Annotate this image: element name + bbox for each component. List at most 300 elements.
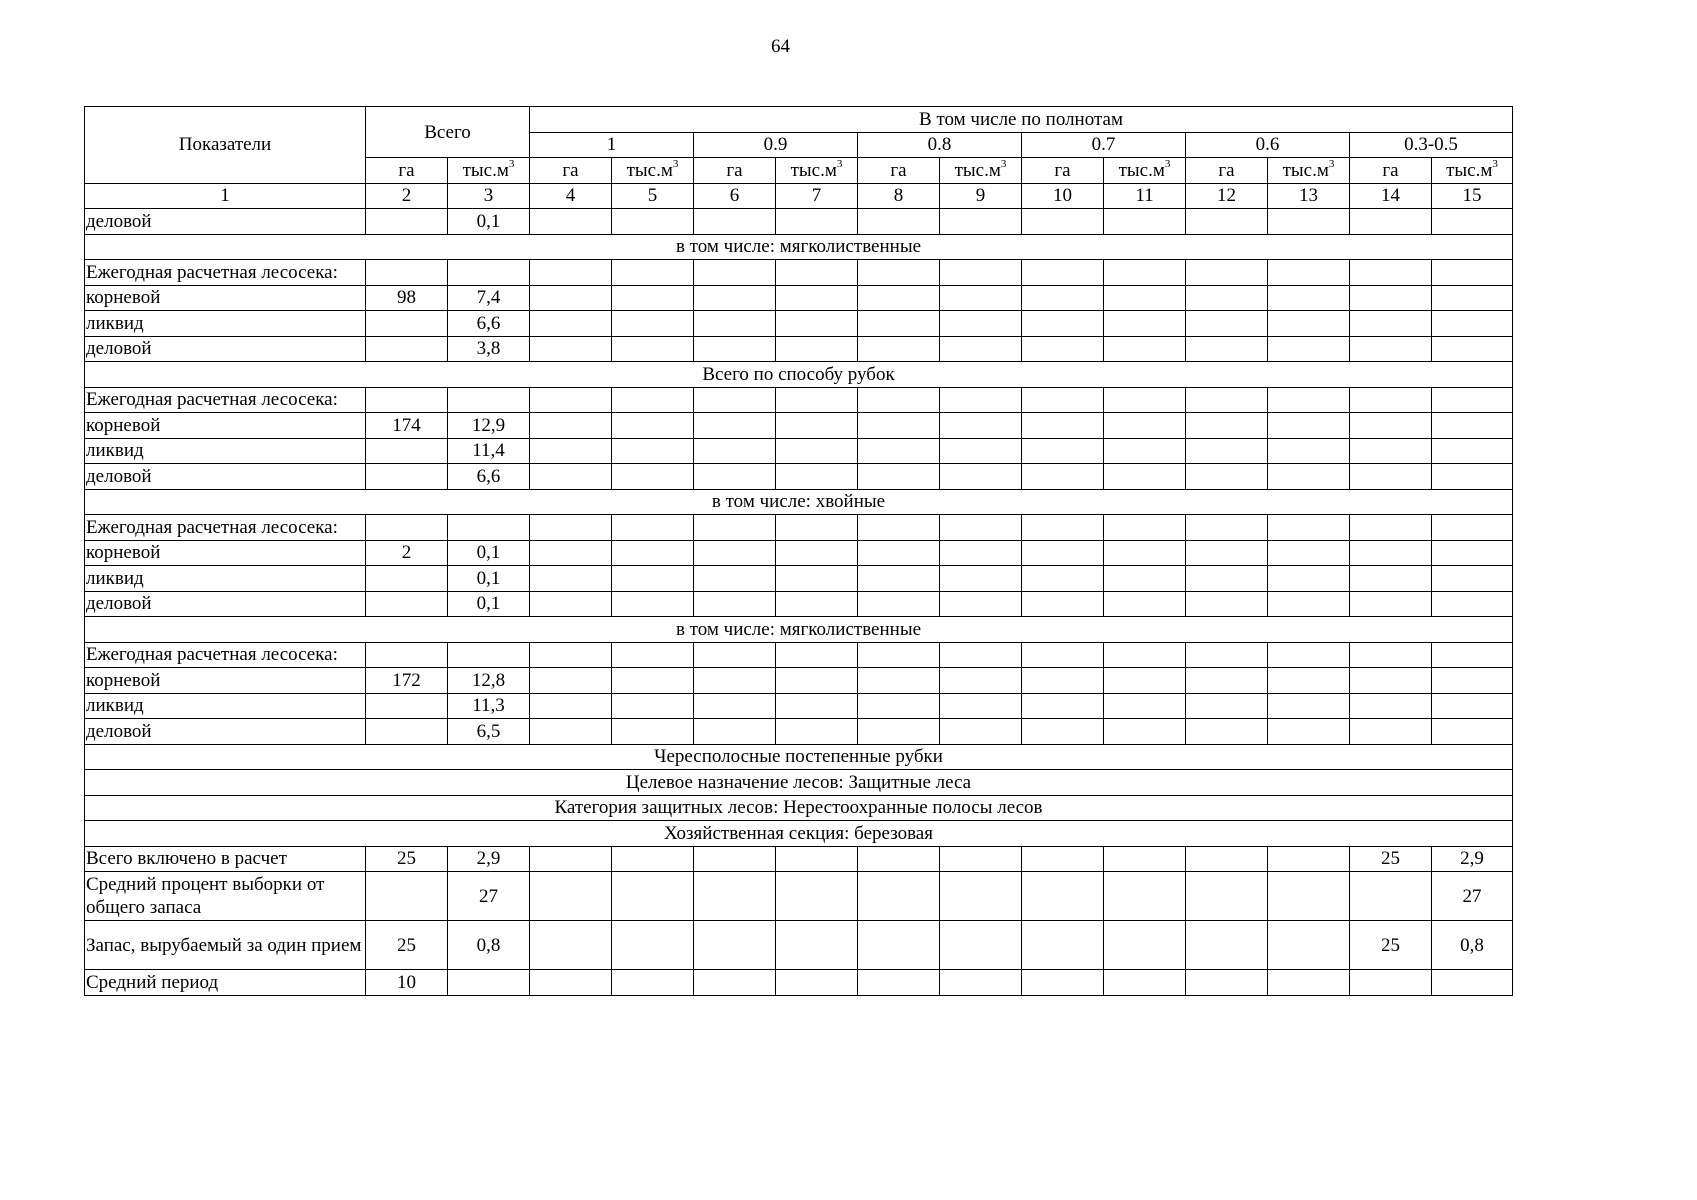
table-cell — [858, 464, 940, 490]
table-cell — [612, 413, 694, 439]
unit-volume-superscript: 3 — [1164, 158, 1171, 171]
unit-volume — [776, 158, 858, 184]
column-number: 6 — [694, 183, 776, 209]
table-cell — [1022, 872, 1104, 921]
table-cell: 0,8 — [1432, 921, 1513, 970]
table-cell — [858, 642, 940, 668]
table-cell: 172 — [366, 668, 448, 694]
table-cell — [612, 591, 694, 617]
unit-volume-superscript: 3 — [672, 158, 679, 171]
table-cell: 98 — [366, 285, 448, 311]
table-cell — [694, 921, 776, 970]
table-cell — [1432, 970, 1513, 996]
table-cell — [612, 515, 694, 541]
unit-ha: га — [1350, 158, 1432, 184]
table-cell: 2,9 — [1432, 846, 1513, 872]
column-number: 7 — [776, 183, 858, 209]
table-cell — [1104, 336, 1186, 362]
table-cell — [530, 438, 612, 464]
table-cell — [776, 642, 858, 668]
table-cell — [776, 872, 858, 921]
table-row — [85, 566, 1513, 592]
table-cell — [776, 970, 858, 996]
table-cell — [612, 970, 694, 996]
row-label: корневой — [85, 668, 366, 694]
table-cell: 0,1 — [448, 209, 530, 235]
table-cell — [858, 970, 940, 996]
table-row — [85, 668, 1513, 694]
table-cell — [1186, 921, 1268, 970]
table-cell — [1022, 464, 1104, 490]
table-row — [85, 515, 1513, 541]
table-cell — [1350, 540, 1432, 566]
density-header: 0.6 — [1186, 132, 1350, 158]
row-label: ликвид — [85, 693, 366, 719]
table-cell — [1350, 464, 1432, 490]
table-cell — [1350, 872, 1432, 921]
density-header: 0.8 — [858, 132, 1022, 158]
header-indicators: Показатели — [85, 107, 366, 184]
table-cell — [858, 921, 940, 970]
table-cell — [612, 336, 694, 362]
table-cell — [1104, 921, 1186, 970]
table-cell — [1268, 260, 1350, 286]
table-cell — [940, 693, 1022, 719]
row-label: деловой — [85, 719, 366, 745]
table-cell — [1022, 540, 1104, 566]
table-cell: 25 — [1350, 921, 1432, 970]
table-cell — [858, 260, 940, 286]
table-cell — [530, 642, 612, 668]
table-cell — [530, 515, 612, 541]
table-cell — [1350, 970, 1432, 996]
table-cell — [694, 668, 776, 694]
table-cell — [1268, 336, 1350, 362]
unit-ha: га — [1186, 158, 1268, 184]
table-cell — [940, 668, 1022, 694]
table-cell: 0,1 — [448, 540, 530, 566]
density-header: 0.3-0.5 — [1350, 132, 1513, 158]
table-row — [85, 970, 1513, 996]
table-cell — [612, 642, 694, 668]
table-cell — [1350, 413, 1432, 439]
section-row — [85, 744, 1513, 770]
table-cell — [1432, 336, 1513, 362]
table-cell — [1186, 387, 1268, 413]
table-cell — [1022, 693, 1104, 719]
table-cell — [1432, 668, 1513, 694]
table-cell — [366, 260, 448, 286]
table-cell — [940, 311, 1022, 337]
column-numbers-row — [85, 183, 1513, 209]
table-cell — [1186, 846, 1268, 872]
table-cell — [940, 719, 1022, 745]
table-cell — [1268, 387, 1350, 413]
table-cell — [776, 285, 858, 311]
section-row — [85, 617, 1513, 643]
table-cell — [940, 209, 1022, 235]
table-cell: 174 — [366, 413, 448, 439]
table-cell — [858, 719, 940, 745]
table-cell: 27 — [1432, 872, 1513, 921]
table-cell — [776, 387, 858, 413]
table-cell — [940, 413, 1022, 439]
unit-ha: га — [1022, 158, 1104, 184]
table-cell — [612, 464, 694, 490]
row-label: деловой — [85, 336, 366, 362]
table-cell — [530, 209, 612, 235]
table-cell — [776, 591, 858, 617]
table-cell — [1432, 285, 1513, 311]
row-label: корневой — [85, 413, 366, 439]
table-cell — [1268, 970, 1350, 996]
table-cell — [1432, 413, 1513, 439]
table-cell — [1022, 438, 1104, 464]
table-cell — [530, 719, 612, 745]
table-cell — [940, 285, 1022, 311]
table-cell — [1186, 693, 1268, 719]
table-cell — [1022, 515, 1104, 541]
table-cell — [366, 209, 448, 235]
table-cell — [1268, 921, 1350, 970]
column-number: 9 — [940, 183, 1022, 209]
table-cell — [776, 719, 858, 745]
table-cell — [694, 515, 776, 541]
table-cell — [1022, 209, 1104, 235]
table-cell — [1186, 336, 1268, 362]
table-cell — [366, 719, 448, 745]
section-title: Всего по способу рубок — [85, 362, 1513, 388]
table-cell — [1350, 285, 1432, 311]
table-cell — [1104, 464, 1186, 490]
unit-ha: га — [694, 158, 776, 184]
table-cell — [530, 872, 612, 921]
table-cell — [1432, 719, 1513, 745]
table-row — [85, 311, 1513, 337]
table-cell: 2 — [366, 540, 448, 566]
table-cell — [940, 336, 1022, 362]
table-row — [85, 540, 1513, 566]
table-cell — [1104, 413, 1186, 439]
table-cell: 3,8 — [448, 336, 530, 362]
table-cell — [694, 540, 776, 566]
table-cell — [1186, 540, 1268, 566]
unit-volume-label: тыс.м — [626, 159, 673, 181]
table-cell — [1268, 668, 1350, 694]
section-title: Хозяйственная секция: березовая — [85, 821, 1513, 847]
table-cell — [1022, 719, 1104, 745]
table-cell — [366, 464, 448, 490]
table-cell — [694, 413, 776, 439]
table-cell — [366, 872, 448, 921]
table-cell — [1268, 311, 1350, 337]
table-cell — [366, 311, 448, 337]
table-cell — [1104, 260, 1186, 286]
table-row — [85, 464, 1513, 490]
table-cell — [940, 260, 1022, 286]
table-cell — [366, 566, 448, 592]
column-number: 3 — [448, 183, 530, 209]
unit-volume-superscript: 3 — [836, 158, 843, 171]
table-cell — [1432, 209, 1513, 235]
table-cell — [694, 719, 776, 745]
table-cell — [1268, 515, 1350, 541]
row-label: Ежегодная расчетная лесосека: — [85, 260, 366, 286]
table-cell — [612, 566, 694, 592]
table-cell — [1268, 209, 1350, 235]
unit-volume — [1104, 158, 1186, 184]
table-cell — [448, 260, 530, 286]
table-cell — [612, 438, 694, 464]
table-cell — [448, 642, 530, 668]
table-cell — [1268, 719, 1350, 745]
table-cell — [940, 566, 1022, 592]
table-cell — [694, 693, 776, 719]
table-cell — [1186, 260, 1268, 286]
table-cell — [858, 387, 940, 413]
table-cell — [858, 846, 940, 872]
table-cell — [530, 413, 612, 439]
table-cell — [940, 846, 1022, 872]
table-cell — [612, 311, 694, 337]
density-header: 1 — [530, 132, 694, 158]
table-cell — [1268, 464, 1350, 490]
table-cell: 12,8 — [448, 668, 530, 694]
unit-volume-label: тыс.м — [1446, 159, 1493, 181]
table-cell — [694, 260, 776, 286]
table-cell — [1186, 464, 1268, 490]
table-cell — [612, 540, 694, 566]
table-cell — [1022, 387, 1104, 413]
table-cell — [1186, 566, 1268, 592]
table-cell — [1186, 515, 1268, 541]
table-cell — [612, 209, 694, 235]
table-cell — [694, 336, 776, 362]
table-cell — [694, 642, 776, 668]
table-cell — [1186, 438, 1268, 464]
table-cell — [366, 336, 448, 362]
table-cell — [776, 438, 858, 464]
table-cell — [940, 970, 1022, 996]
table-cell — [694, 464, 776, 490]
table-cell — [612, 387, 694, 413]
unit-volume — [1268, 158, 1350, 184]
table-cell: 0,1 — [448, 566, 530, 592]
table-cell — [530, 693, 612, 719]
table-cell — [1350, 668, 1432, 694]
row-label: Ежегодная расчетная лесосека: — [85, 642, 366, 668]
table-cell — [1432, 642, 1513, 668]
table-cell — [1350, 336, 1432, 362]
table-cell — [776, 668, 858, 694]
table-cell: 6,6 — [448, 311, 530, 337]
table-cell — [858, 540, 940, 566]
table-cell — [1432, 438, 1513, 464]
section-title: Категория защитных лесов: Нерестоохранные полосы лесов — [85, 795, 1513, 821]
table-cell — [858, 872, 940, 921]
table-cell — [776, 209, 858, 235]
table-cell — [530, 566, 612, 592]
table-cell — [940, 438, 1022, 464]
table-cell: 6,6 — [448, 464, 530, 490]
table-row — [85, 413, 1513, 439]
table-cell — [1350, 566, 1432, 592]
table-cell — [858, 438, 940, 464]
table-cell — [1104, 668, 1186, 694]
table-cell — [1268, 846, 1350, 872]
table-cell — [776, 693, 858, 719]
unit-volume-label: тыс.м — [1282, 159, 1329, 181]
table-cell — [1104, 719, 1186, 745]
unit-volume-superscript: 3 — [1328, 158, 1335, 171]
table-cell — [1022, 846, 1104, 872]
table-cell — [940, 540, 1022, 566]
section-title: в том числе: мягколиственные — [85, 617, 1513, 643]
table-cell — [1022, 921, 1104, 970]
table-cell — [1432, 311, 1513, 337]
table-cell — [694, 387, 776, 413]
table-row — [85, 921, 1513, 970]
row-label: Средний период — [85, 970, 366, 996]
table-cell — [530, 591, 612, 617]
table-cell — [858, 591, 940, 617]
row-label: Ежегодная расчетная лесосека: — [85, 387, 366, 413]
table-cell: 12,9 — [448, 413, 530, 439]
row-label: Запас, вырубаемый за один прием — [85, 921, 366, 970]
unit-volume — [940, 158, 1022, 184]
section-row — [85, 770, 1513, 796]
table-cell: 0,1 — [448, 591, 530, 617]
table-cell — [940, 464, 1022, 490]
table-cell — [940, 921, 1022, 970]
table-cell — [1022, 260, 1104, 286]
table-cell — [448, 515, 530, 541]
table-cell — [1186, 591, 1268, 617]
row-label: ликвид — [85, 566, 366, 592]
row-label: ликвид — [85, 438, 366, 464]
table-cell — [776, 846, 858, 872]
column-number: 4 — [530, 183, 612, 209]
table-cell — [776, 260, 858, 286]
table-cell — [1022, 566, 1104, 592]
table-cell — [1432, 515, 1513, 541]
table-cell: 10 — [366, 970, 448, 996]
table-cell — [694, 311, 776, 337]
table-cell — [858, 209, 940, 235]
unit-volume-superscript: 3 — [508, 158, 515, 171]
table-cell — [1022, 311, 1104, 337]
table-cell — [612, 872, 694, 921]
table-cell — [694, 591, 776, 617]
row-label: корневой — [85, 285, 366, 311]
section-title: Целевое назначение лесов: Защитные леса — [85, 770, 1513, 796]
table-cell — [1432, 260, 1513, 286]
table-cell — [776, 311, 858, 337]
table-cell — [1104, 438, 1186, 464]
table-row — [85, 209, 1513, 235]
table-cell — [776, 515, 858, 541]
column-number: 10 — [1022, 183, 1104, 209]
density-header: 0.7 — [1022, 132, 1186, 158]
table-row — [85, 872, 1513, 921]
table-cell — [694, 209, 776, 235]
table-cell — [530, 311, 612, 337]
unit-volume-superscript: 3 — [1000, 158, 1007, 171]
table-cell — [858, 413, 940, 439]
row-label: деловой — [85, 591, 366, 617]
table-cell — [612, 921, 694, 970]
table-cell — [530, 387, 612, 413]
row-label: деловой — [85, 464, 366, 490]
section-row — [85, 489, 1513, 515]
forest-cutting-table — [84, 106, 1513, 996]
table-cell — [1186, 668, 1268, 694]
column-number: 2 — [366, 183, 448, 209]
unit-volume-label: тыс.м — [462, 159, 509, 181]
table-row — [85, 846, 1513, 872]
unit-volume — [1432, 158, 1513, 184]
table-row — [85, 285, 1513, 311]
table-row — [85, 387, 1513, 413]
table-cell: 7,4 — [448, 285, 530, 311]
table-cell — [940, 515, 1022, 541]
table-cell — [1104, 693, 1186, 719]
header-total: Всего — [366, 107, 530, 158]
table-cell: 6,5 — [448, 719, 530, 745]
unit-volume-label: тыс.м — [790, 159, 837, 181]
header-including-by-density: В том числе по полнотам — [530, 107, 1513, 133]
table-cell — [694, 970, 776, 996]
table-cell — [776, 921, 858, 970]
section-row — [85, 234, 1513, 260]
table-cell — [1022, 336, 1104, 362]
table-cell — [1268, 285, 1350, 311]
table-cell — [366, 515, 448, 541]
table-row — [85, 719, 1513, 745]
table-cell — [530, 285, 612, 311]
row-label: ликвид — [85, 311, 366, 337]
unit-ha: га — [858, 158, 940, 184]
table-cell: 11,3 — [448, 693, 530, 719]
table-cell: 2,9 — [448, 846, 530, 872]
table-cell: 25 — [1350, 846, 1432, 872]
table-cell — [940, 387, 1022, 413]
page-number: 64 — [771, 36, 790, 57]
table-cell — [1022, 591, 1104, 617]
section-row — [85, 362, 1513, 388]
table-row — [85, 642, 1513, 668]
table-cell — [694, 846, 776, 872]
table-cell — [1104, 311, 1186, 337]
table-cell — [694, 438, 776, 464]
table-cell — [1186, 311, 1268, 337]
table-cell — [530, 668, 612, 694]
table-cell — [612, 668, 694, 694]
table-cell — [1432, 591, 1513, 617]
table-cell — [858, 311, 940, 337]
table-cell — [1350, 591, 1432, 617]
table-cell — [694, 566, 776, 592]
section-title: в том числе: хвойные — [85, 489, 1513, 515]
table-cell — [776, 540, 858, 566]
table-cell — [1350, 209, 1432, 235]
unit-volume — [612, 158, 694, 184]
table-cell — [1022, 285, 1104, 311]
section-title: Чересполосные постепенные рубки — [85, 744, 1513, 770]
table-cell: 27 — [448, 872, 530, 921]
table-cell — [858, 566, 940, 592]
table-cell — [1432, 693, 1513, 719]
